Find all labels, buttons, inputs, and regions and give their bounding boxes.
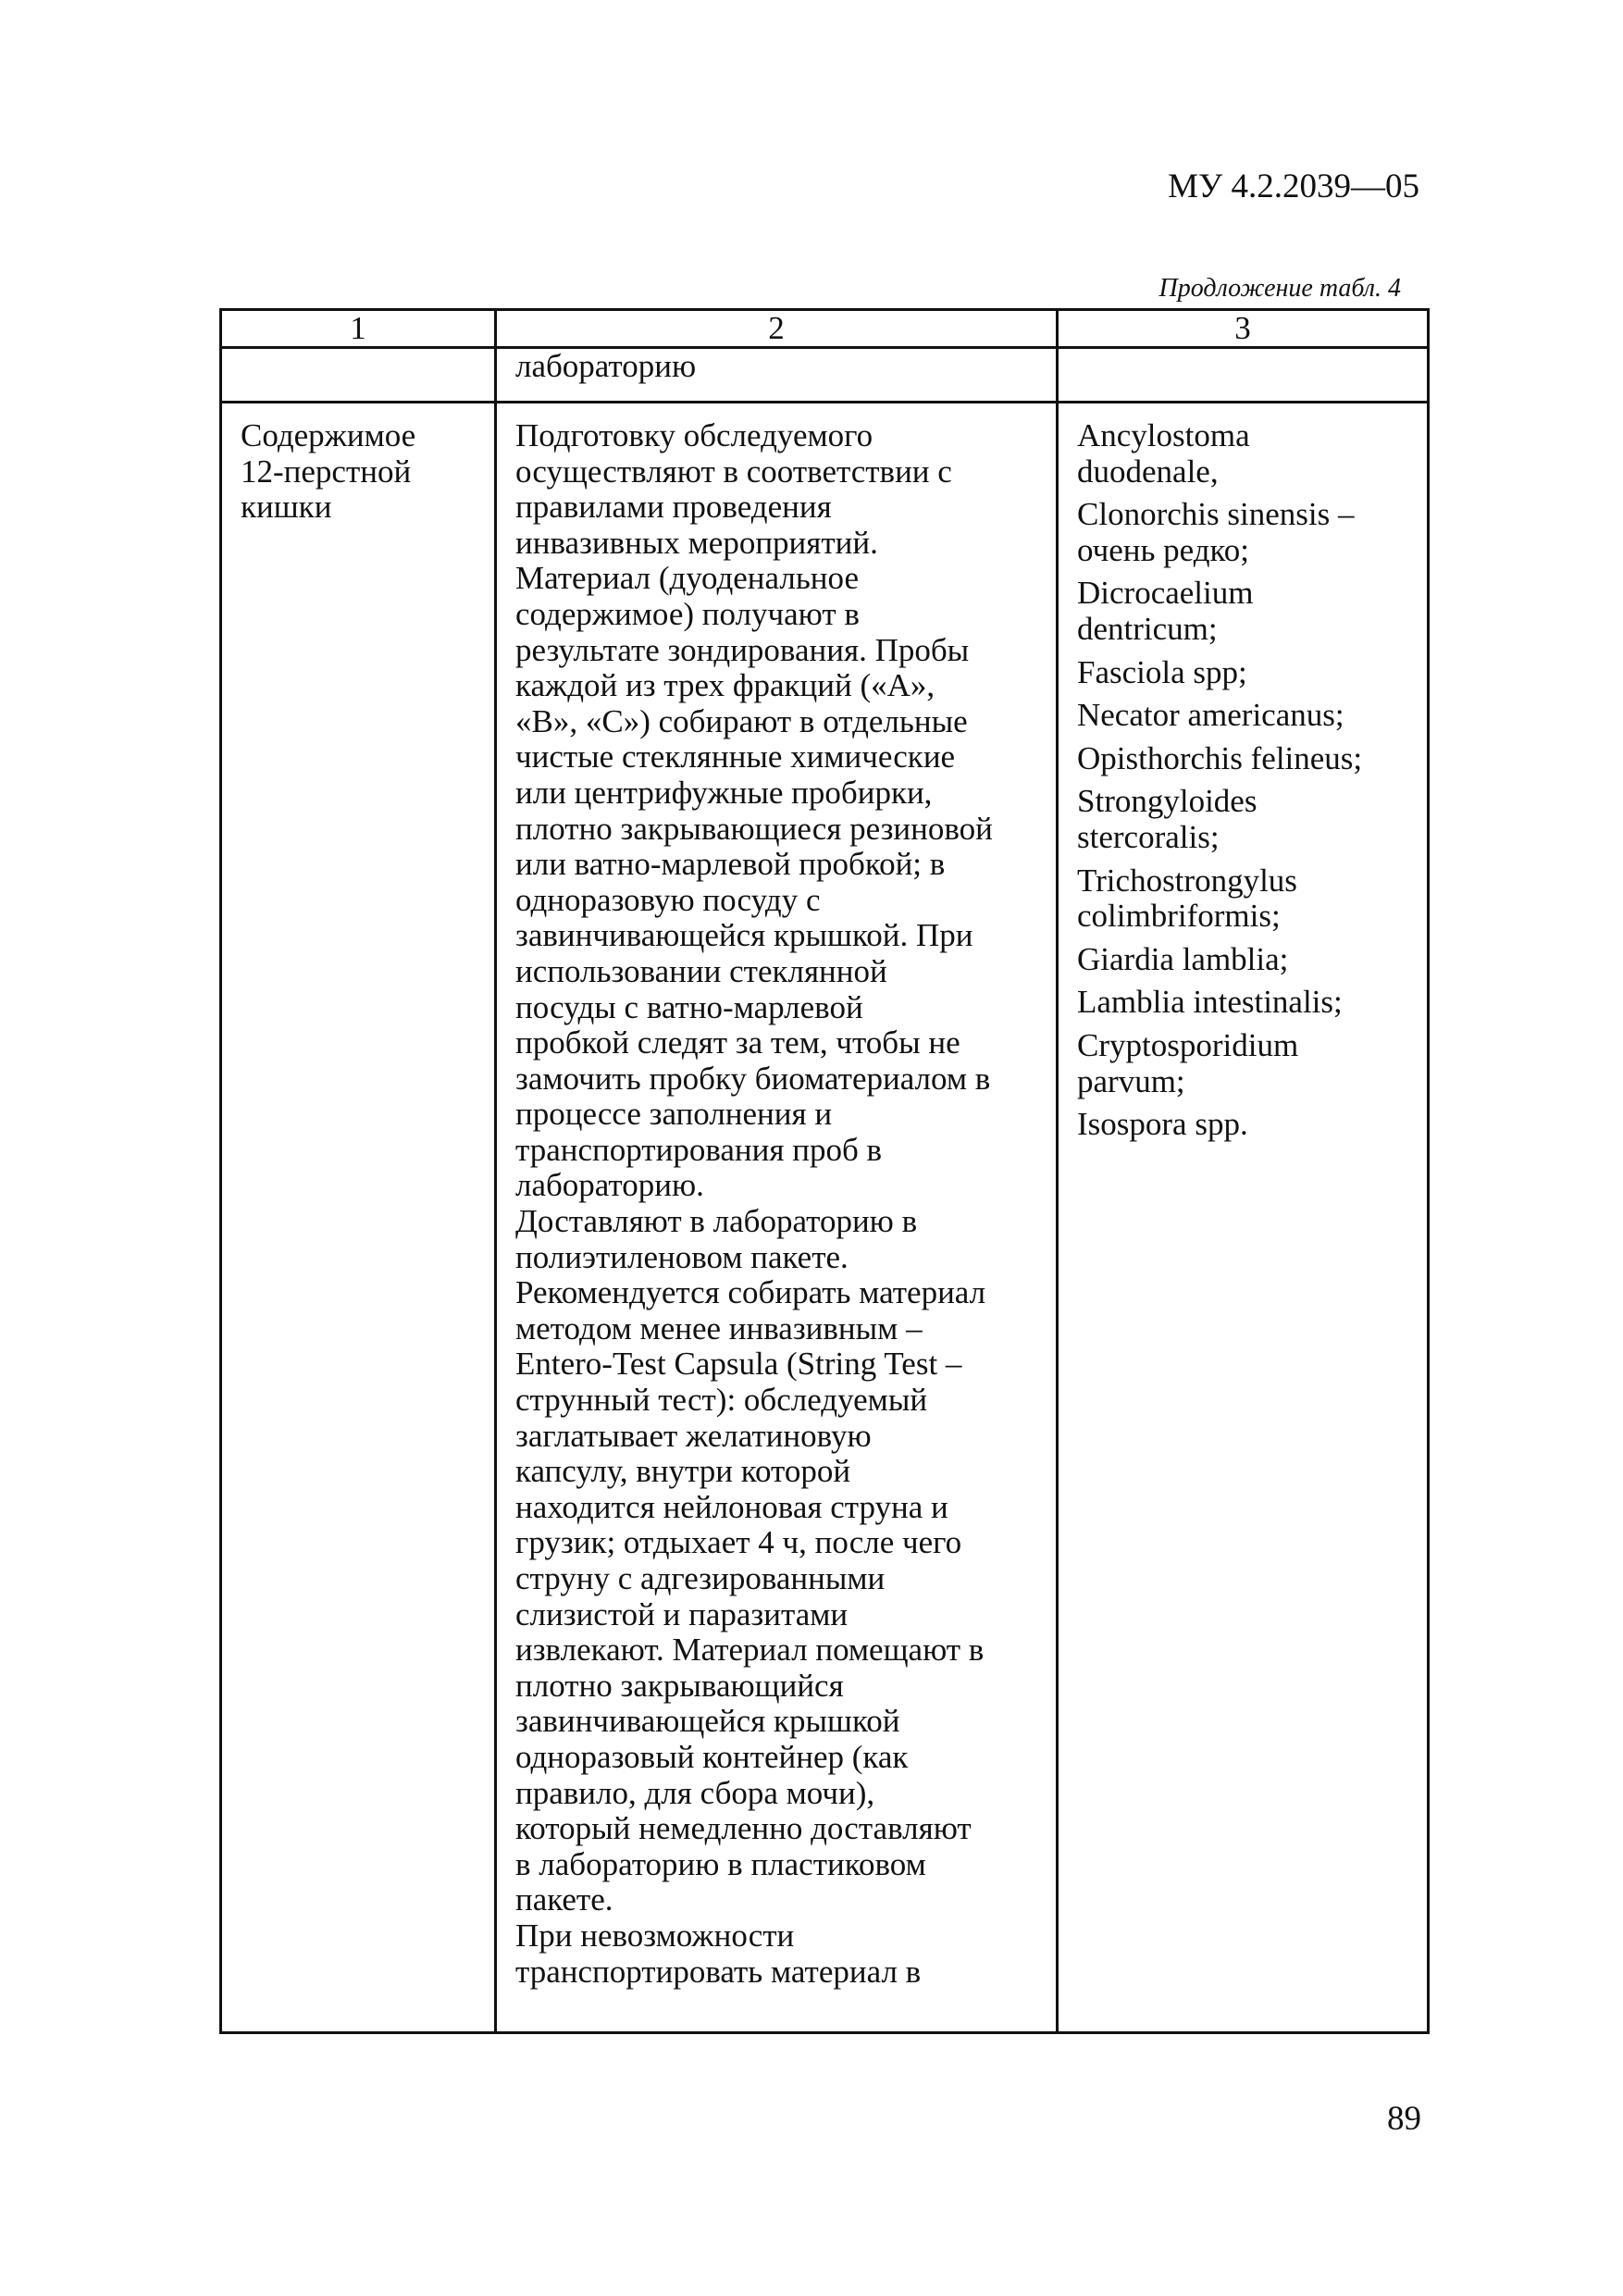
organism-entry bbox=[1077, 1107, 1408, 1143]
text-line: посуды с ватно-марлевой bbox=[515, 988, 863, 1025]
column-header: 2 bbox=[496, 310, 1058, 348]
organism-entry bbox=[1077, 942, 1408, 978]
organism-entry bbox=[1077, 418, 1408, 490]
organism-name-line: Dicrocaelium bbox=[1077, 575, 1254, 612]
text-line: или центрифужные пробирки, bbox=[515, 774, 933, 811]
page-number: 89 bbox=[1387, 2100, 1421, 2138]
text-line: осуществляют в соответствии с bbox=[515, 453, 952, 490]
text-line: лабораторию bbox=[515, 348, 697, 384]
organism-name-line: Giardia lamblia; bbox=[1077, 940, 1289, 977]
organism-entry bbox=[1077, 741, 1408, 777]
text-line: Доставляют в лабораторию в bbox=[515, 1203, 918, 1240]
column-header: 1 bbox=[221, 310, 496, 348]
procedure-cell bbox=[496, 403, 1058, 2033]
organism-entry bbox=[1077, 698, 1408, 734]
carryover-cell-2 bbox=[496, 348, 1058, 403]
text-line: пакете. bbox=[515, 1881, 613, 1918]
text-line: плотно закрывающийся bbox=[515, 1667, 844, 1704]
text-line: каждой из трех фракций («А», bbox=[515, 667, 935, 704]
organism-entry bbox=[1077, 576, 1408, 647]
text-line: пробкой следят за тем, чтобы не bbox=[515, 1024, 960, 1061]
carryover-row bbox=[221, 348, 1429, 403]
organism-name-line: Clonorchis sinensis – bbox=[1077, 496, 1355, 533]
text-line: струну с адгезированными bbox=[515, 1560, 886, 1596]
organism-name-line: Fasciola spp; bbox=[1077, 653, 1247, 690]
organism-name-line: Trichostrongylus bbox=[1077, 862, 1297, 899]
text-line: слизистой и паразитами bbox=[515, 1595, 849, 1632]
organism-name-line: duodenale, bbox=[1077, 453, 1219, 490]
material-cell bbox=[221, 403, 496, 2033]
table-continuation-label: Продложение табл. 4 bbox=[1158, 274, 1401, 303]
text-line: При невозможности bbox=[515, 1917, 795, 1954]
organism-name-line: Isospora spp. bbox=[1077, 1106, 1248, 1143]
text-line: или ватно-марлевой пробкой; в bbox=[515, 846, 946, 883]
column-number-row bbox=[221, 310, 1429, 348]
text-line: чистые стеклянные химические bbox=[515, 738, 956, 776]
text-line: завинчивающейся крышкой bbox=[515, 1703, 900, 1740]
text-line: транспортировать материал в bbox=[515, 1953, 922, 1990]
organism-entry bbox=[1077, 784, 1408, 855]
text-line: заглатывает желатиновую bbox=[515, 1417, 872, 1454]
text-line: Содержимое bbox=[241, 417, 416, 453]
parasite-sampling-table bbox=[219, 308, 1430, 2034]
text-line: кишки bbox=[241, 489, 332, 526]
organisms-cell bbox=[1058, 403, 1429, 2033]
text-line: завинчивающейся крышкой. При bbox=[515, 917, 973, 954]
document-code: МУ 4.2.2039—05 bbox=[1168, 168, 1419, 205]
text-line: находится нейлоновая струна и bbox=[515, 1488, 948, 1525]
text-line: результате зондирования. Пробы bbox=[515, 631, 970, 668]
text-line: Материал (дуоденальное bbox=[515, 560, 859, 597]
organism-name-line: Opisthorchis felineus; bbox=[1077, 739, 1363, 776]
organism-name-line: Necator americanus; bbox=[1077, 697, 1344, 734]
text-line: процессе заполнения и bbox=[515, 1096, 833, 1133]
text-line: одноразовый контейнер (как bbox=[515, 1738, 909, 1775]
text-line: методом менее инвазивным – bbox=[515, 1309, 923, 1347]
carryover-cell-3 bbox=[1058, 348, 1429, 403]
text-line: Рекомендуется собирать материал bbox=[515, 1274, 986, 1311]
text-line: Подготовку обследуемого bbox=[515, 417, 873, 453]
text-line: «В», «С») собирают в отдельные bbox=[515, 702, 968, 739]
text-line: капсулу, внутри которой bbox=[515, 1453, 851, 1490]
text-line: плотно закрывающиеся резиновой bbox=[515, 810, 993, 847]
text-line: полиэтиленовом пакете. bbox=[515, 1238, 849, 1275]
text-line: который немедленно доставляют bbox=[515, 1810, 972, 1847]
text-line: содержимое) получают в bbox=[515, 595, 860, 632]
text-line: замочить пробку биоматериалом в bbox=[515, 1060, 991, 1097]
text-line: 12-перстной bbox=[241, 453, 412, 490]
column-header: 3 bbox=[1058, 310, 1429, 348]
organism-entry bbox=[1077, 985, 1408, 1021]
text-line: одноразовую посуду с bbox=[515, 881, 821, 918]
organism-name-line: parvum; bbox=[1077, 1062, 1185, 1099]
text-line: правилами проведения bbox=[515, 489, 832, 526]
organism-name-line: очень редко; bbox=[1077, 531, 1250, 568]
organism-name-line: colimbriformis; bbox=[1077, 898, 1281, 935]
organism-entry bbox=[1077, 655, 1408, 691]
text-line: Entero-Test Capsula (String Test – bbox=[515, 1346, 962, 1383]
organism-name-line: Ancylostoma bbox=[1077, 417, 1250, 453]
text-line: инвазивных мероприятий. bbox=[515, 524, 878, 561]
organism-name-line: Lamblia intestinalis; bbox=[1077, 984, 1343, 1021]
organism-entry bbox=[1077, 497, 1408, 568]
text-line: лабораторию. bbox=[515, 1167, 704, 1204]
carryover-cell-1 bbox=[221, 348, 496, 403]
organism-entry bbox=[1077, 1028, 1408, 1099]
text-line: в лабораторию в пластиковом bbox=[515, 1845, 926, 1882]
organism-name-line: stercoralis; bbox=[1077, 818, 1220, 855]
text-line: грузик; отдыхает 4 ч, после чего bbox=[515, 1524, 962, 1561]
text-line: струнный тест): обследуемый bbox=[515, 1382, 928, 1419]
table-row bbox=[221, 403, 1429, 2033]
text-line: правило, для сбора мочи), bbox=[515, 1774, 875, 1811]
organism-name-line: dentricum; bbox=[1077, 610, 1218, 647]
text-line: транспортирования проб в bbox=[515, 1131, 883, 1168]
organism-entry bbox=[1077, 863, 1408, 935]
organism-name-line: Strongyloides bbox=[1077, 783, 1258, 820]
text-line: использовании стеклянной bbox=[515, 952, 887, 989]
organism-name-line: Cryptosporidium bbox=[1077, 1026, 1299, 1063]
text-line: извлекают. Материал помещают в bbox=[515, 1632, 985, 1669]
